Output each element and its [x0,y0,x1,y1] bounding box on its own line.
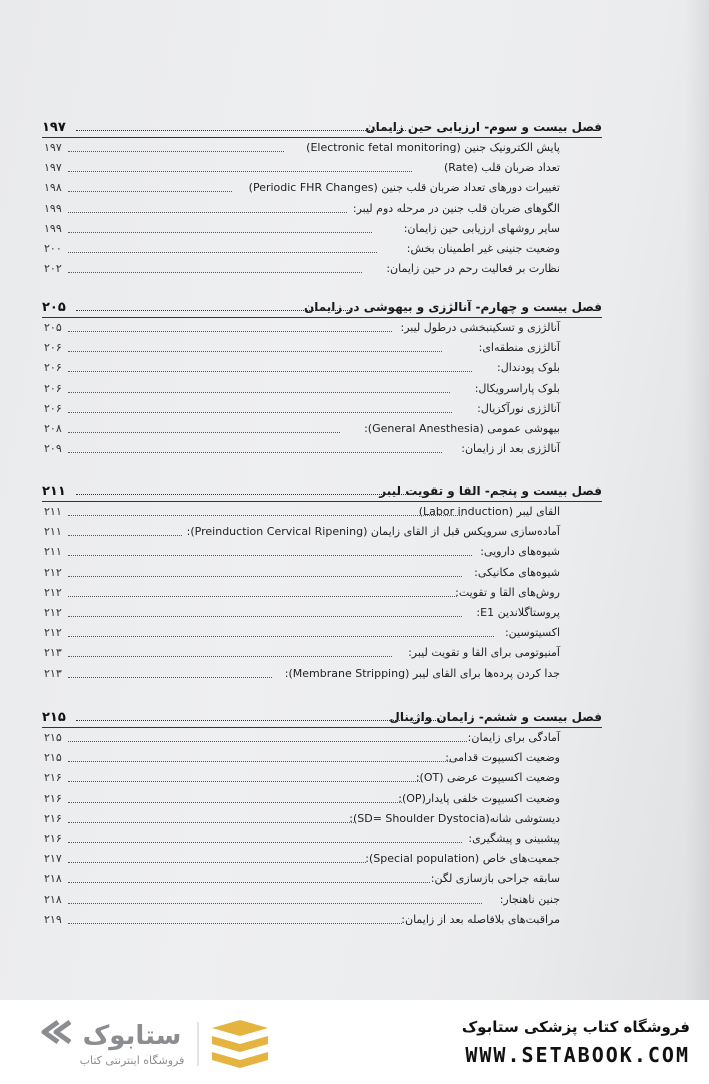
entry-title: وضعیت اکسیپوت خلفی پایدار(OP): [398,791,560,805]
entry-title: آنالژزی منطقه‌ای: [478,341,560,355]
entry-leader-dots [68,741,467,742]
entry-leader-dots [68,923,402,924]
entry-title: وضعیت اکسیپوت عرضی (OT): [415,771,560,785]
entry-page-number: ۲۰۹ [44,442,62,456]
entry-leader-dots [68,535,182,536]
toc-entry [42,829,602,849]
entry-title: سایر روشهای ارزیابی حین زایمان: [403,221,560,235]
entry-leader-dots [68,555,472,556]
store-footer [0,1000,709,1080]
entry-page-number: ۲۱۲ [44,605,62,619]
entry-title: آنالژزی بعد از زایمان: [461,442,560,456]
toc-entry [42,542,602,562]
toc-entry [42,910,602,930]
entry-leader-dots [68,151,284,152]
entry-page-number: ۲۱۳ [44,646,62,660]
entry-leader-dots [68,802,402,803]
entry-leader-dots [68,452,442,453]
toc-entry [42,643,602,663]
chapter-title: فصل بیست و سوم- ارزیابی حین زایمان [365,120,602,134]
entry-page-number: ۲۱۵ [44,731,62,744]
chapter-title: فصل بیست و پنجم- القا و تقویت لیبر [379,484,602,498]
toc-entry [42,768,602,788]
entry-title: شیوه‌های دارویی: [480,545,560,559]
toc-section-24 [42,298,602,459]
toc-entry [42,522,602,542]
chapter-page-number: ۲۱۱ [42,484,66,499]
entry-title: القای لیبر (Labor induction) [418,505,560,518]
entry-leader-dots [68,351,442,352]
entry-title: مراقبت‌های بلافاصله بعد از زایمان: [401,912,560,926]
entry-title: نظارت بر فعالیت رحم در حین زایمان: [386,262,560,276]
toc-entry [42,338,602,358]
entry-title: وضعیت جنینی غیر اطمینان بخش: [406,241,560,255]
heading-leader-dots [76,310,352,311]
toc-entry [42,849,602,869]
entry-title: آمنیوتومی برای القا و تقویت لیبر: [408,646,560,660]
book-stack-icon [212,1020,268,1068]
entry-title: آمادگی برای زایمان: [467,731,560,744]
entry-title: تغییرات دورهای تعداد ضربان قلب جنین (Periodic FHR Changes) [248,181,560,195]
entry-page-number: ۲۰۵ [44,321,62,334]
entry-leader-dots [68,656,392,657]
entry-title: دیستوشی شانه(SD= Shoulder Dystocia): [349,811,560,825]
entry-leader-dots [68,576,462,577]
toc-entry [42,419,602,439]
entry-page-number: ۲۱۶ [44,831,62,845]
entry-leader-dots [68,252,377,253]
entry-page-number: ۲۱۷ [44,852,62,866]
entry-page-number: ۲۰۰ [44,241,62,255]
store-name: فروشگاه کتاب پزشکی ستابوک [461,1018,690,1036]
toc-entry [42,318,602,338]
entry-title: تعداد ضربان قلب (Rate) [443,161,560,175]
entry-leader-dots [68,232,372,233]
entry-page-number: ۲۰۶ [44,361,62,375]
toc-entry [42,603,602,623]
entry-page-number: ۱۹۷ [44,141,62,154]
entry-leader-dots [68,432,340,433]
logo-subtitle: فروشگاه اینترنتی کتاب [79,1054,185,1067]
toc-entry [42,563,602,583]
entry-page-number: ۲۰۲ [44,262,62,276]
entry-title: آماده‌سازی سرویکس قبل از القای زایمان (Preinduction Cervical Ripening): [186,525,560,539]
toc-entry [42,379,602,399]
entry-title: آنالژزی و تسکینبخشی درطول لیبر: [400,321,560,334]
entry-leader-dots [68,781,422,782]
chapter-page-number: ۲۱۵ [42,710,66,725]
toc-entry [42,789,602,809]
toc-entry [42,358,602,378]
entry-page-number: ۲۰۶ [44,401,62,415]
toc-entry [42,623,602,643]
entry-title: جنین ناهنجار: [499,892,560,906]
entry-page-number: ۱۹۸ [44,181,62,195]
page-shadow [685,0,709,1000]
toc-entry [42,178,602,198]
entry-leader-dots [68,616,462,617]
entry-title: پروستاگلاندین E1: [476,605,560,619]
setabook-logo [44,1020,268,1068]
chapter-page-number: ۲۰۵ [42,300,66,315]
toc-entry [42,239,602,259]
entry-page-number: ۲۰۸ [44,421,62,435]
entry-title: پایش الکترونیک جنین (Electronic fetal monitoring) [306,141,560,154]
toc-entry [42,199,602,219]
footer-banner [0,1000,709,1080]
entry-page-number: ۲۱۶ [44,791,62,805]
toc-section-23 [42,118,602,279]
entry-title: بیهوشی عمومی (General Anesthesia): [364,421,560,435]
entry-leader-dots [68,272,362,273]
entry-page-number: ۲۱۸ [44,892,62,906]
entry-page-number: ۱۹۹ [44,221,62,235]
entry-page-number: ۲۱۲ [44,585,62,599]
toc-entry [42,890,602,910]
entry-title: بلوک پاراسرویکال: [474,381,560,395]
entry-leader-dots [68,636,494,637]
toc-entry [42,809,602,829]
toc-entry [42,728,602,748]
chapter-heading [42,482,602,502]
entry-page-number: ۲۱۵ [44,751,62,765]
entry-leader-dots [68,331,392,332]
chapter-heading [42,708,602,728]
toc-entry [42,502,602,522]
entry-leader-dots [68,822,354,823]
logo-wordmark: ستابوک [82,1021,182,1051]
entry-page-number: ۲۱۱ [44,505,62,518]
store-website: WWW.SETABOOK.COM [465,1043,690,1067]
entry-leader-dots [68,515,462,516]
chapter-heading [42,118,602,138]
toc-entry [42,219,602,239]
entry-page-number: ۲۱۶ [44,771,62,785]
entry-title: سابقه جراحی بازسازی لگن: [430,872,560,886]
chapter-page-number: ۱۹۷ [42,120,66,135]
toc-entry [42,664,602,684]
toc-entry [42,259,602,279]
entry-leader-dots [68,212,347,213]
entry-leader-dots [68,677,272,678]
entry-page-number: ۲۱۹ [44,912,62,926]
entry-page-number: ۲۱۳ [44,666,62,680]
entry-leader-dots [68,392,450,393]
entry-page-number: ۲۱۲ [44,565,62,579]
entry-title: الگوهای ضربان قلب جنین در مرحله دوم لیبر: [352,201,560,215]
chapter-title: فصل بیست و چهارم- آنالژزی و بیهوشی در زایمان [304,300,602,314]
entry-leader-dots [68,862,366,863]
chapter-heading [42,298,602,318]
toc-entry [42,399,602,419]
entry-leader-dots [68,842,462,843]
toc-section-26 [42,708,602,930]
toc-entry [42,439,602,459]
entry-page-number: ۲۰۶ [44,341,62,355]
toc-entry [42,583,602,603]
entry-leader-dots [68,761,452,762]
toc-section-25 [42,482,602,684]
entry-leader-dots [68,171,412,172]
entry-leader-dots [68,191,232,192]
heading-leader-dots [76,130,406,131]
entry-page-number: ۲۰۶ [44,381,62,395]
entry-title: وضعیت اکسیپوت قدامی: [445,751,560,765]
entry-leader-dots [68,903,482,904]
toc-entry [42,138,602,158]
entry-page-number: ۲۱۱ [44,545,62,559]
entry-page-number: ۲۱۸ [44,872,62,886]
entry-leader-dots [68,882,430,883]
chapter-title: فصل بیست و ششم- زایمان واژینال [389,710,602,724]
entry-title: جمعیت‌های خاص (Special population): [365,852,560,866]
entry-title: اکسیتوسین: [504,626,560,640]
toc-entry [42,748,602,768]
entry-page-number: ۱۹۷ [44,161,62,175]
entry-title: آنالژزی نورآکزیال: [477,401,560,415]
heading-leader-dots [76,720,442,721]
heading-leader-dots [76,494,414,495]
entry-title: بلوک پودندال: [497,361,560,375]
entry-title: جدا کردن پرده‌ها برای القای لیبر (Membrane Stripping): [284,666,560,680]
toc-entry [42,869,602,889]
entry-page-number: ۱۹۹ [44,201,62,215]
entry-page-number: ۲۱۶ [44,811,62,825]
toc-entry [42,158,602,178]
entry-page-number: ۲۱۲ [44,626,62,640]
entry-leader-dots [68,412,452,413]
entry-leader-dots [68,371,472,372]
entry-page-number: ۲۱۱ [44,525,62,539]
entry-title: پیشبینی و پیشگیری: [468,831,560,845]
entry-title: روش‌های القا و تقویت: [455,585,560,599]
entry-title: شیوه‌های مکانیکی: [474,565,560,579]
entry-leader-dots [68,596,457,597]
